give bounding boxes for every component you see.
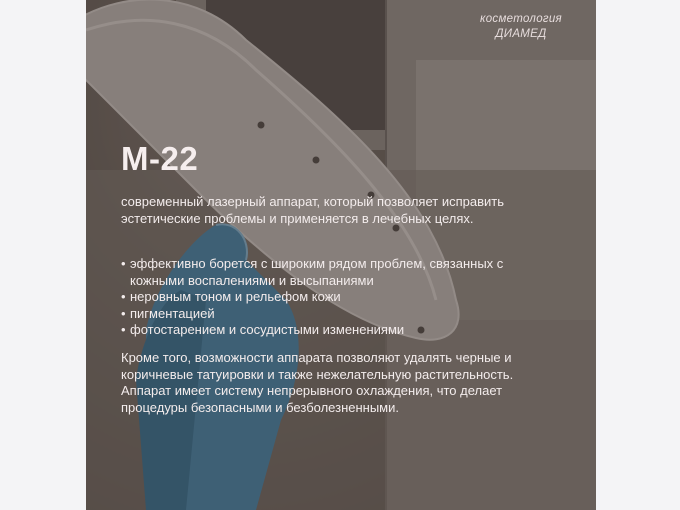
device-title: M-22 [121,140,199,177]
list-item: • неровным тоном и рельефом кожи [121,289,521,306]
outro-paragraph: Кроме того, возможности аппарата позволяют удалять черные и коричневые татуировки и также нежелательную растительность. Аппарат имеет систему непрерывного охлаждения, что делает процедуры безопасными и безболезненными. [121,350,514,415]
brand-logo [480,12,562,42]
benefits-list [121,256,521,339]
list-item: • эффективно борется с широким рядом проблем, связанных с кожными воспалениями и высыпаниями [121,256,521,289]
list-item: • пигментацией [121,306,521,323]
brand-line-1: косметология [479,13,562,25]
dark-overlay [86,0,596,510]
brand-line-2: ДИАМЕД [495,28,547,40]
intro-paragraph: современный лазерный аппарат, который позволяет исправить эстетические проблемы и применяется в лечебных целях. [121,194,504,226]
list-item: • фотостарением и сосудистыми изменениями [121,322,521,339]
post-card [86,0,596,510]
